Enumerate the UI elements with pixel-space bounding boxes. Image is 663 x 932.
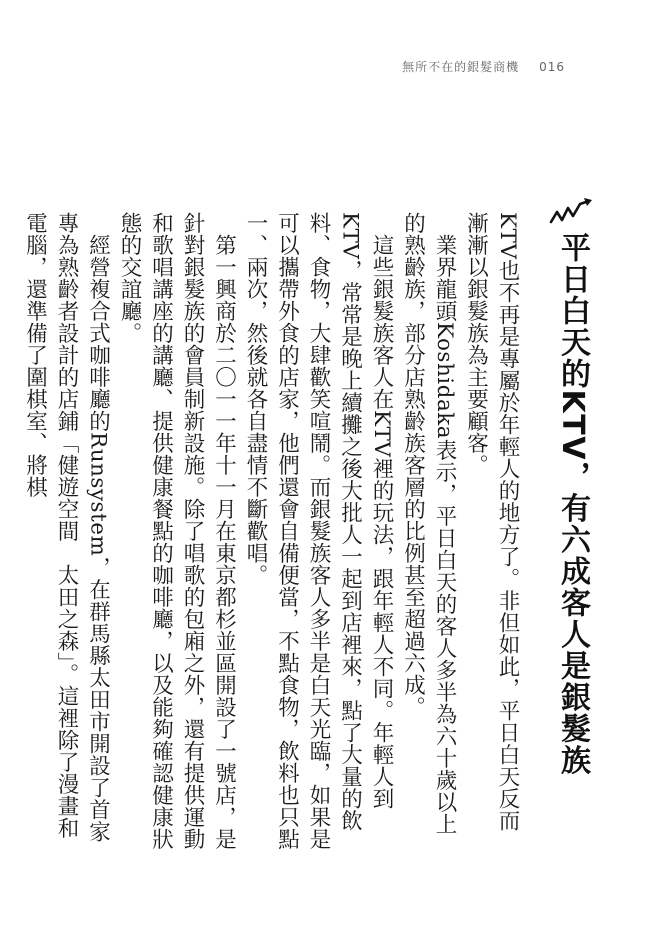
paragraph-4: 第一興商於二〇一一年十一月在東京都杉並區開設了一號店，是針對銀髮族的會員制新設施。除了唱歌的包廂之外，還有提供運動和歌唱講座的講廳、提供健康餐點的咖啡廳，以及能夠確認健康狀態的交誼廳。 <box>117 212 237 850</box>
paragraph-1: KTV也不再是專屬於年輕人的地方了。非但如此，平日白天反而漸漸以銀髮族為主要顧客。 <box>463 212 520 832</box>
book-title: 無所不在的銀髮商機 <box>402 60 520 74</box>
body-text <box>22 212 523 852</box>
paragraph-2: 業界龍頭Koshidaka表示，平日白天的客人多半為六十歲以上的熟齡族，部分店熟齡族客層的比例甚至超過六成。 <box>400 212 457 835</box>
running-header <box>402 58 565 75</box>
paragraph-5: 經營複合式咖啡廳的Runsystem，在群馬縣太田市開設了首家專為熟齡者設計的店鋪「健遊空間 太田之森」。這裡除了漫畫和電腦，還準備了圍棋室、將棋 <box>22 212 111 842</box>
paragraph-3: 這些銀髮族客人在KTV裡的玩法，跟年輕人不同。年輕人到KTV，常常是晚上續攤之後大批人一起到店裡來，點了大量的飲料、食物，大肆歡笑喧鬧。而銀髮族客人多半是白天光臨，如果是可以攜帶外食的店家，他們還會自備便當，不點食物，飲料也只點一、兩次，然後就各自盡情不斷歡唱。 <box>243 212 394 850</box>
trend-arrow-icon <box>549 198 593 226</box>
section-heading: 平日白天的KTV，有六成客人是銀髮族 <box>555 232 590 776</box>
page-number: 016 <box>539 60 565 74</box>
